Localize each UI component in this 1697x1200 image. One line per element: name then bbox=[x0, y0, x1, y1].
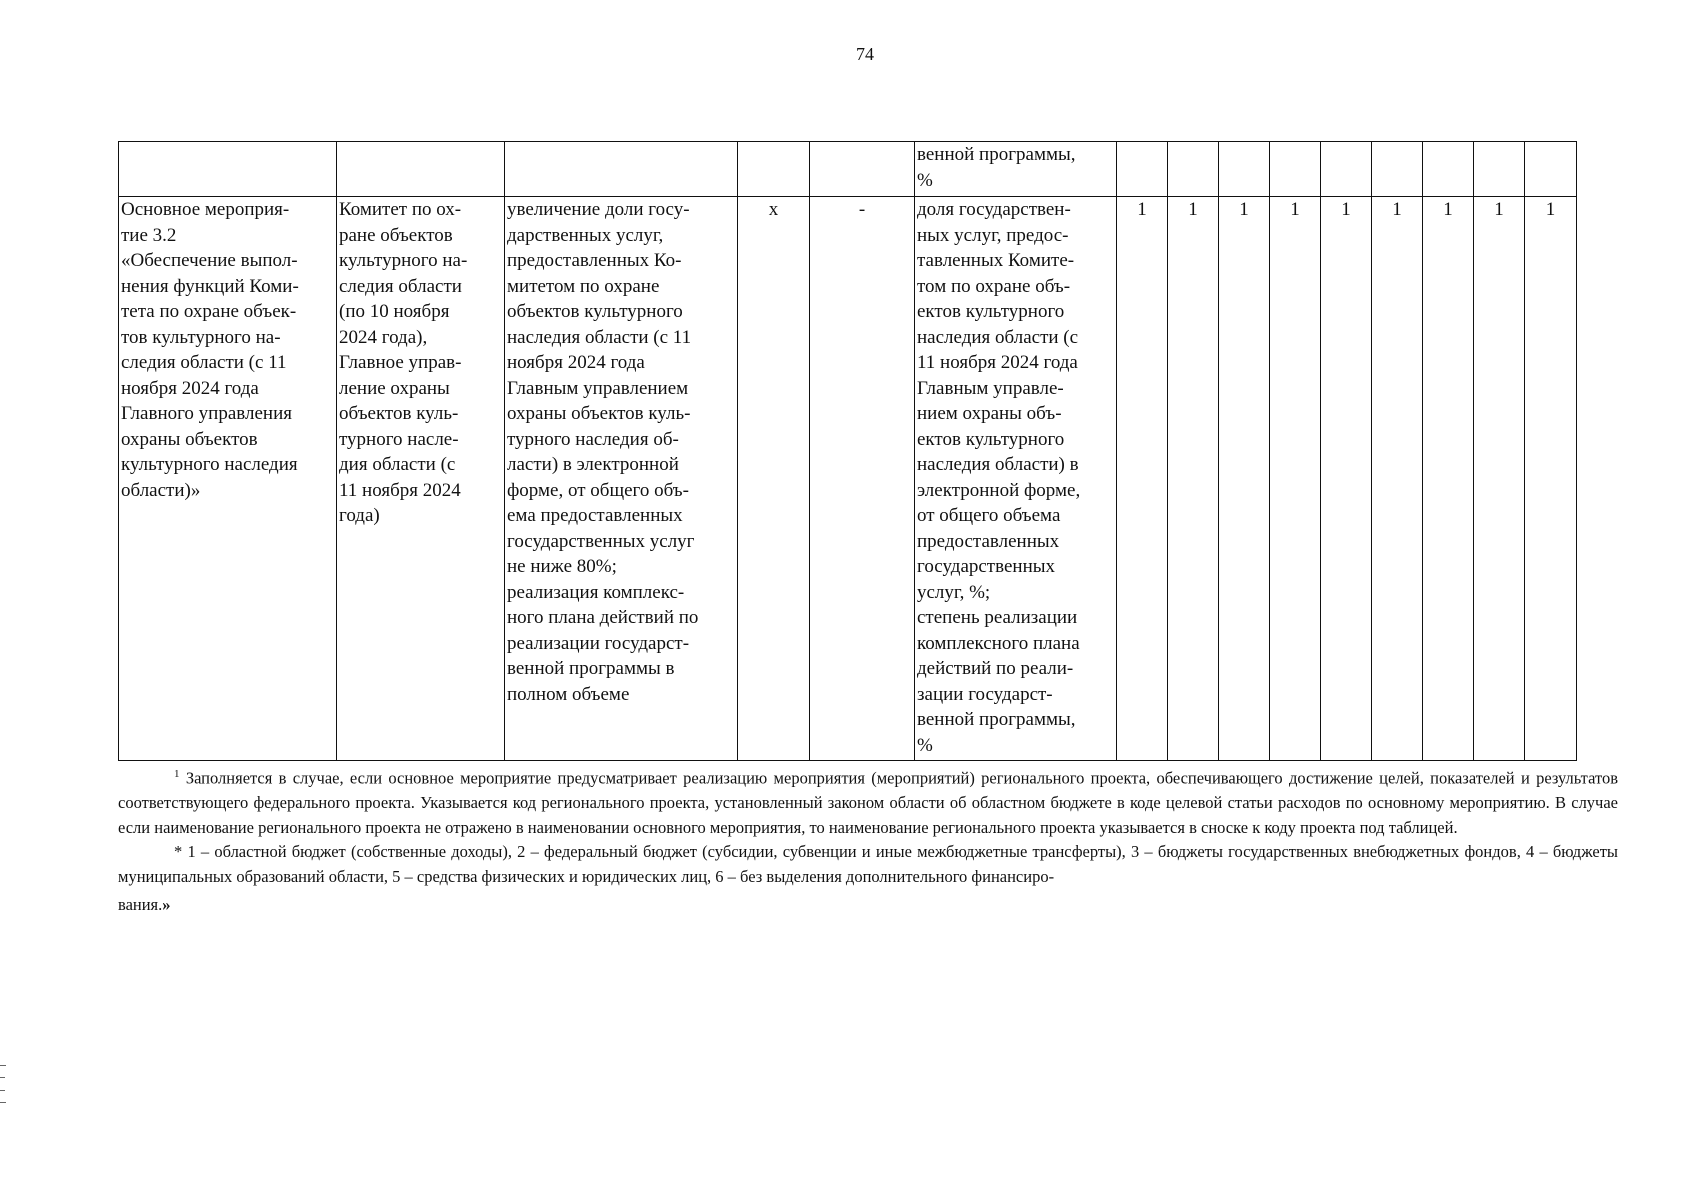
empty-cell bbox=[1474, 142, 1525, 197]
value-cell: 1 bbox=[1321, 197, 1372, 761]
value-cell: 1 bbox=[1270, 197, 1321, 761]
empty-cell bbox=[1423, 142, 1474, 197]
value-cell: 1 bbox=[1525, 197, 1577, 761]
footnote-2-end-text: вания. bbox=[118, 895, 163, 914]
footnote-marker: 1 bbox=[174, 768, 180, 780]
empty-cell bbox=[810, 142, 915, 197]
page-number: 74 bbox=[856, 44, 874, 64]
program-events-table bbox=[118, 141, 1577, 761]
footnote-1-text: Заполняется в случае, если основное мероприятие предусматривает реализацию мероприятия (мероприятий) регионального проекта, обеспечивающего достижение целей, показателей и результатов соответствующего федерального проекта. Указывается код регионального проекта, установленный законом области об областном бюджете в коде целевой статьи расходов по основному мероприятию. В случае если наименование регионального проекта не отражено в наименовании основного мероприятия, то наименование регионального проекта указывается в сноске к коду проекта под таблицей. bbox=[118, 768, 1619, 837]
empty-cell bbox=[1117, 142, 1168, 197]
indicator-tail-cell: венной программы, % bbox=[915, 142, 1117, 197]
continuation-row bbox=[119, 142, 1577, 197]
empty-cell bbox=[1525, 142, 1577, 197]
value-cell: 1 bbox=[1423, 197, 1474, 761]
indicator-cell: доля государствен- ных услуг, предос- тавленных Комите- том по охране объ- ектов культурного наследия области (с 11 ноября 2024 года Главным управле- нием охраны объ- ектов культурного наследия области) в электронной форме, от общего объема предоставленных государственных услуг, %; степень реализации комплексного плана действий по реали- зации государст- венной программы, % bbox=[915, 197, 1117, 761]
value-cell: 1 bbox=[1168, 197, 1219, 761]
empty-cell bbox=[1168, 142, 1219, 197]
responsible-cell: Комитет по ох- ране объектов культурного на- следия области (по 10 ноября 2024 года), Главное управ- ление охраны объектов куль- турного насле- дия области (с 11 ноября 2024 года) bbox=[337, 197, 505, 761]
empty-cell bbox=[1321, 142, 1372, 197]
footnotes bbox=[118, 762, 1618, 918]
value-cell: 1 bbox=[1219, 197, 1270, 761]
closing-quote: » bbox=[162, 895, 171, 914]
value-cell: 1 bbox=[1372, 197, 1423, 761]
footnote-2-end bbox=[118, 893, 1618, 918]
value-cell: 1 bbox=[1117, 197, 1168, 761]
x-mark-cell: х bbox=[738, 197, 810, 761]
empty-cell bbox=[738, 142, 810, 197]
empty-cell bbox=[1372, 142, 1423, 197]
value-cell: 1 bbox=[1474, 197, 1525, 761]
dash-cell: - bbox=[810, 197, 915, 761]
main-event-row bbox=[119, 197, 1577, 761]
footnote-2 bbox=[118, 840, 1618, 889]
scan-edge-marks bbox=[0, 1065, 6, 1103]
empty-cell bbox=[337, 142, 505, 197]
empty-cell bbox=[505, 142, 738, 197]
empty-cell bbox=[1219, 142, 1270, 197]
empty-cell bbox=[119, 142, 337, 197]
event-name-cell: Основное мероприя- тие 3.2 «Обеспечение выпол- нения функций Коми- тета по охране объек- тов культурного на- следия области (с 11 ноября 2024 года Главного управления охраны объектов культурного наследия области)» bbox=[119, 197, 337, 761]
footnote-2-text: * 1 – областной бюджет (собственные доходы), 2 – федеральный бюджет (субсидии, субвенции и иные межбюджетные трансферты), 3 – бюджеты государственных внебюджетных фондов, 4 – бюджеты муниципальных образований области, 5 – средства физических и юридических лиц, 6 – без выделения дополнительного финансиро- bbox=[118, 842, 1618, 886]
empty-cell bbox=[1270, 142, 1321, 197]
footnote-1 bbox=[118, 762, 1618, 840]
expected-result-cell: увеличение доли госу- дарственных услуг, предоставленных Ко- митетом по охране объектов культурного наследия области (с 11 ноября 2024 года Главным управлением охраны объектов куль- турного наследия об- ласти) в электронной форме, от общего объ- ема предоставленных государственных услуг не ниже 80%; реализация комплекс- ного плана действий по реализации государст- венной программы в полном объеме bbox=[505, 197, 738, 761]
